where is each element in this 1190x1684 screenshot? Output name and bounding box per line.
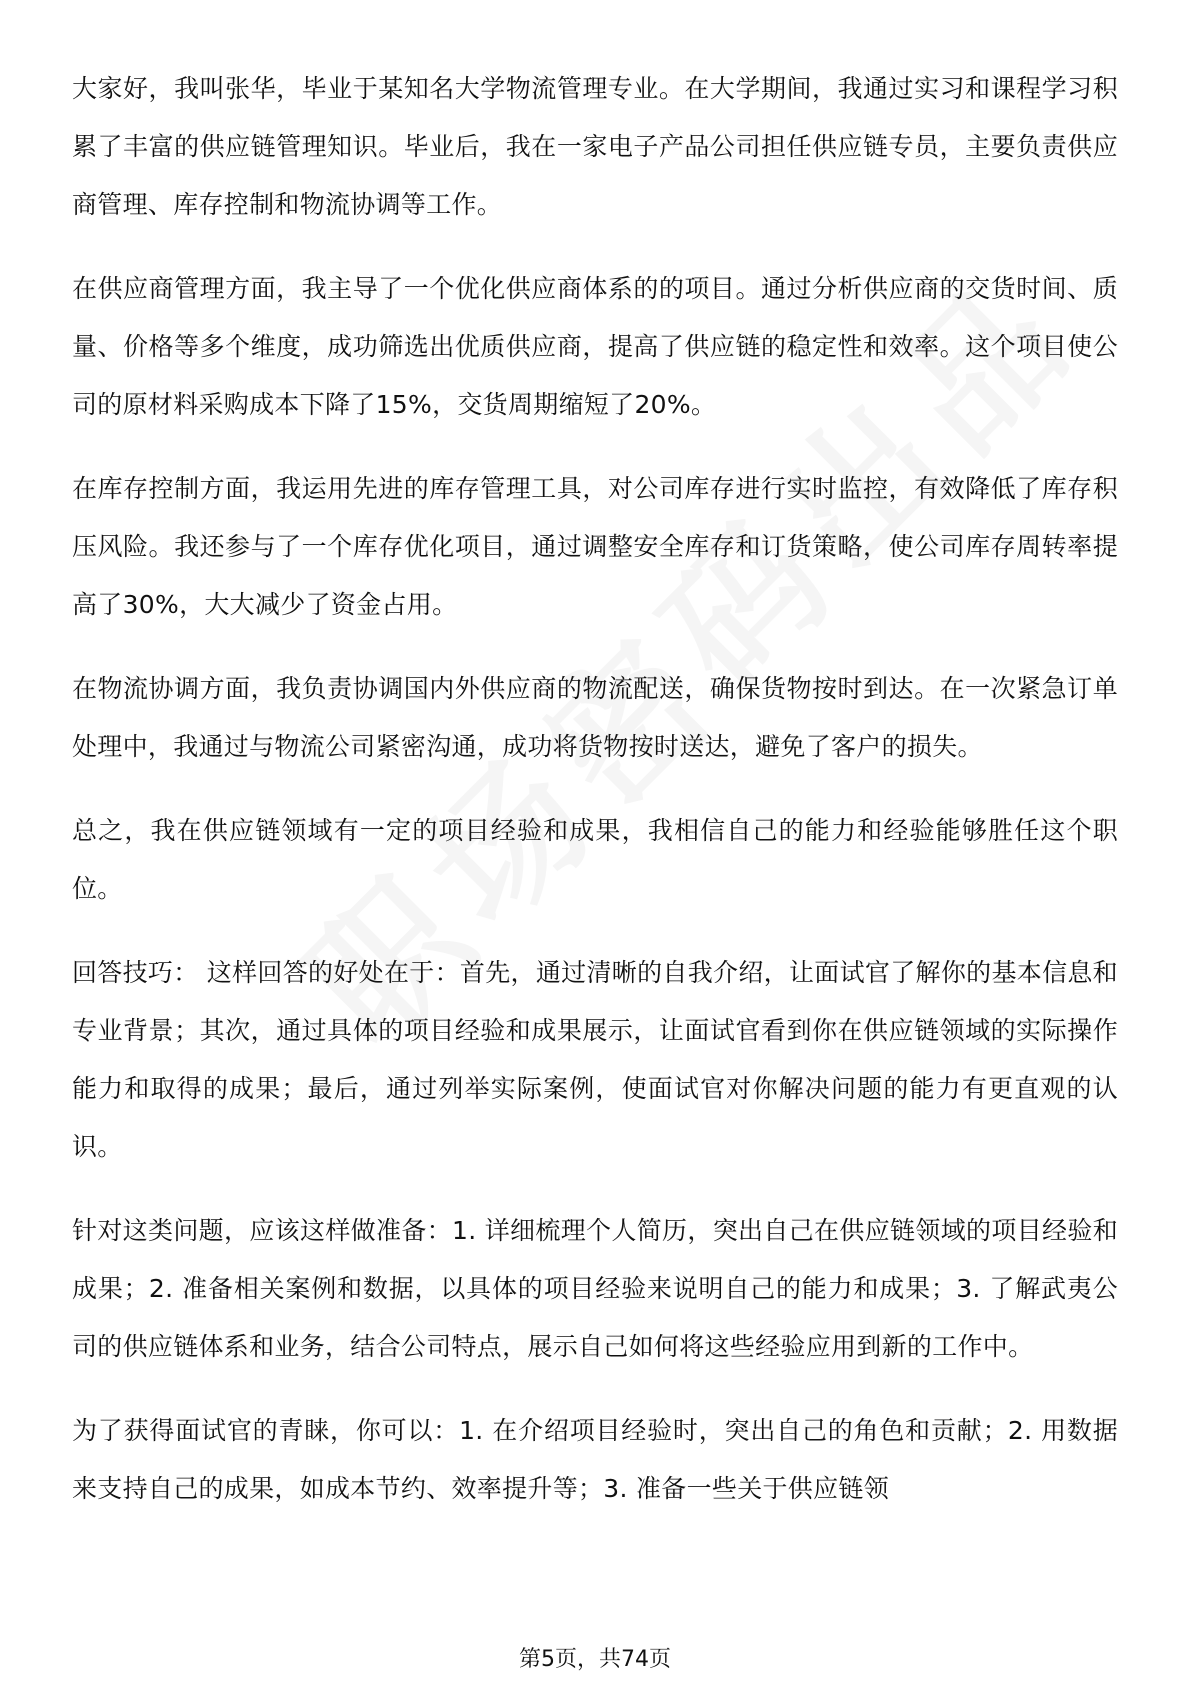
- page-number: 第5页，共74页: [519, 1647, 671, 1672]
- paragraph-answer-tips: 回答技巧： 这样回答的好处在于：首先，通过清晰的自我介绍，让面试官了解你的基本信息和专业背景；其次，通过具体的项目经验和成果展示，让面试官看到你在供应链领域的实际操作能力和取得的成果；最后，通过列举实际案例，使面试官对你解决问题的能力有更直观的认识。: [72, 958, 1118, 1161]
- paragraph-self-introduction: 大家好，我叫张华，毕业于某知名大学物流管理专业。在大学期间，我通过实习和课程学习积累了丰富的供应链管理知识。毕业后，我在一家电子产品公司担任供应链专员，主要负责供应商管理、库存控制和物流协调等工作。: [72, 74, 1118, 219]
- paragraph-supplier-management: 在供应商管理方面，我主导了一个优化供应商体系的的项目。通过分析供应商的交货时间、质量、价格等多个维度，成功筛选出优质供应商，提高了供应链的稳定性和效率。这个项目使公司的原材料采购成本下降了15%，交货周期缩短了20%。: [72, 274, 1118, 419]
- paragraph-summary: 总之，我在供应链领域有一定的项目经验和成果，我相信自己的能力和经验能够胜任这个职位。: [72, 816, 1118, 903]
- paragraph-preparation: 针对这类问题，应该这样做准备：1. 详细梳理个人简历，突出自己在供应链领域的项目经验和成果；2. 准备相关案例和数据，以具体的项目经验来说明自己的能力和成果；3. 了解武夷公司的供应链体系和业务，结合公司特点，展示自己如何将这些经验应用到新的工作中。: [72, 1216, 1118, 1361]
- paragraph-inventory-control: 在库存控制方面，我运用先进的库存管理工具，对公司库存进行实时监控，有效降低了库存积压风险。我还参与了一个库存优化项目，通过调整安全库存和订货策略，使公司库存周转率提高了30%，大大减少了资金占用。: [72, 474, 1118, 619]
- paragraph-favor-tips: 为了获得面试官的青睐，你可以：1. 在介绍项目经验时，突出自己的角色和贡献；2. 用数据来支持自己的成果，如成本节约、效率提升等；3. 准备一些关于供应链领: [72, 1416, 1118, 1503]
- paragraph-logistics-coordination: 在物流协调方面，我负责协调国内外供应商的物流配送，确保货物按时到达。在一次紧急订单处理中，我通过与物流公司紧密沟通，成功将货物按时送达，避免了客户的损失。: [72, 674, 1118, 761]
- document-body: [72, 60, 1118, 1544]
